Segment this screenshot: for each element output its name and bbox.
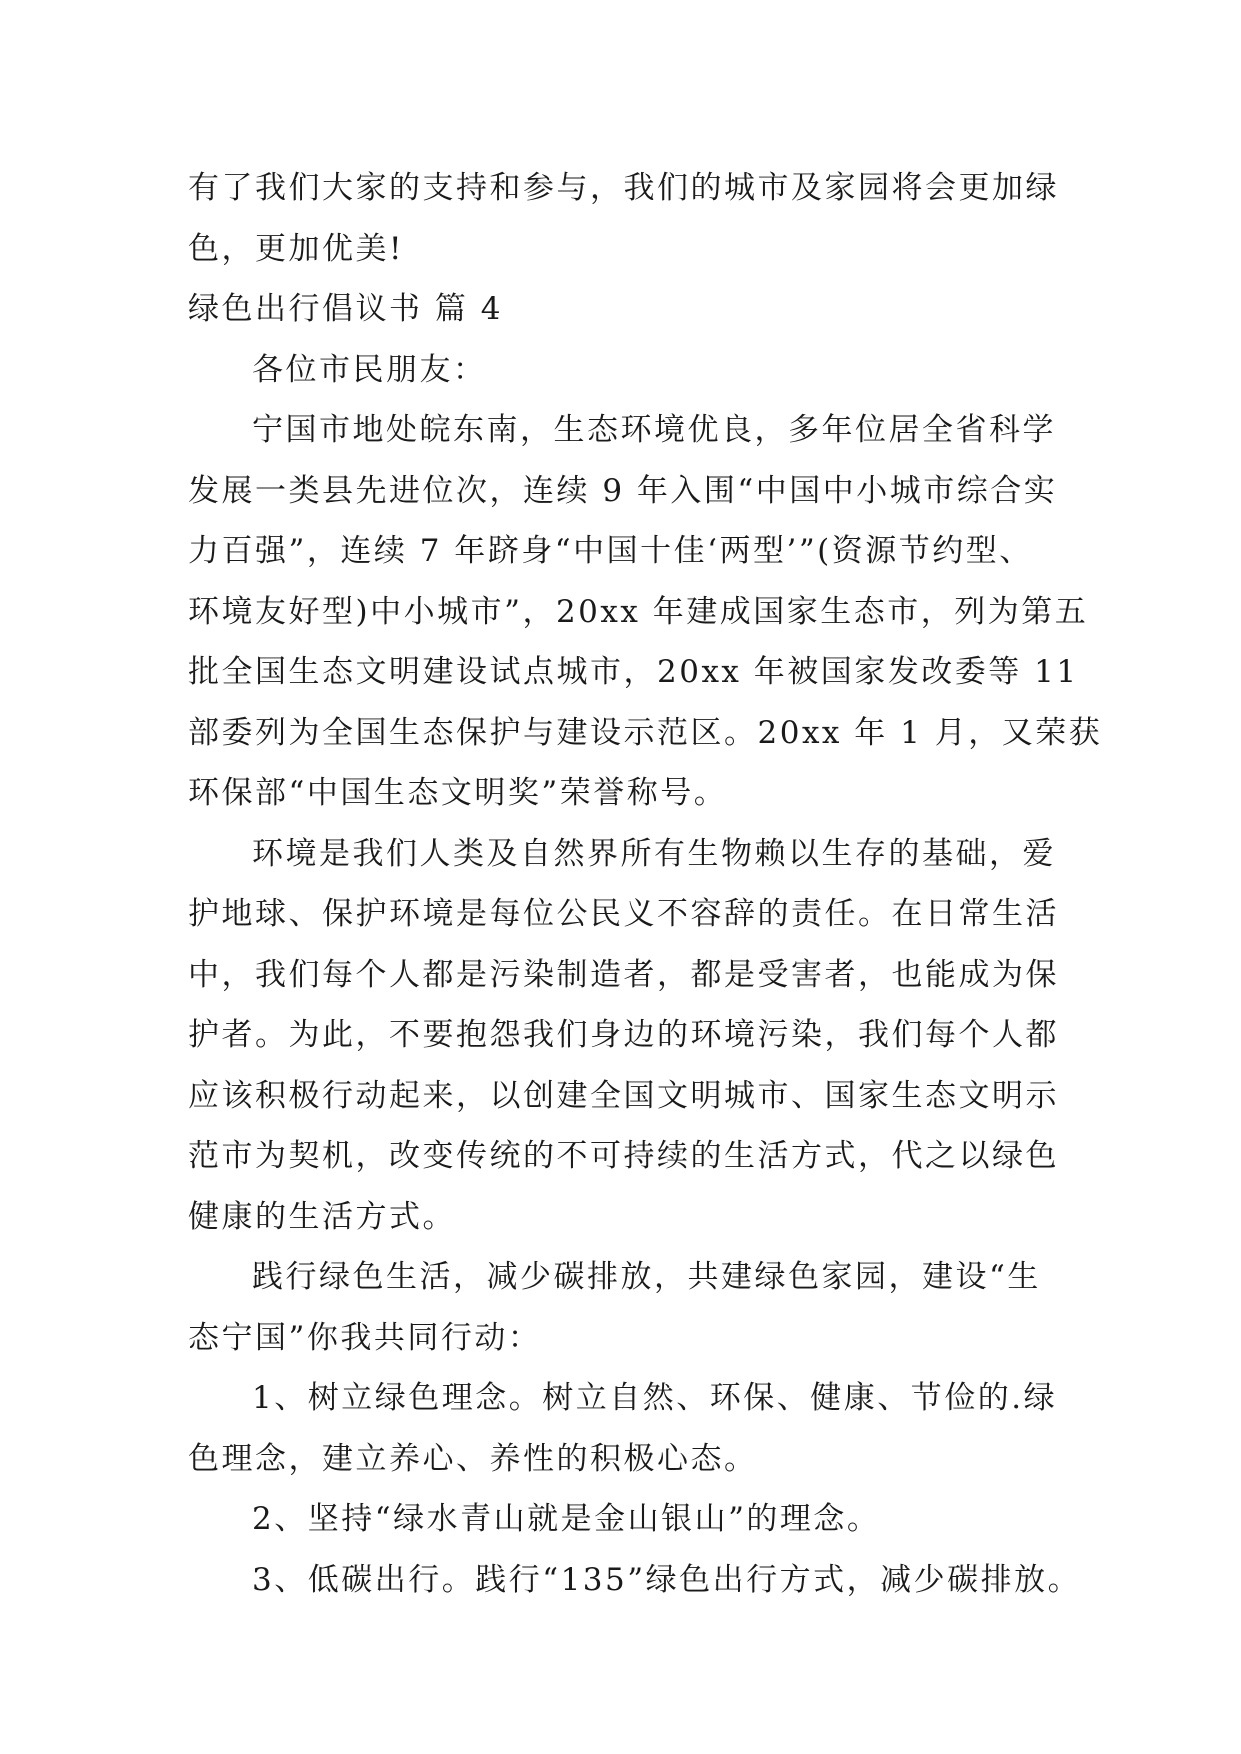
text-line: 护地球、保护环境是每位公民义不容辞的责任。在日常生活 xyxy=(188,896,1059,932)
text-line: 中，我们每个人都是污染制造者，都是受害者，也能成为保 xyxy=(188,956,1059,993)
text-line: 色，更加优美! xyxy=(188,230,404,267)
text-line: 力百强”，连续 7 年跻身“中国十佳‘两型’”(资源节约型、 xyxy=(188,533,1033,569)
salutation: 各位市民朋友： xyxy=(252,351,487,388)
text-line: 色理念，建立养心、养性的积极心态。 xyxy=(188,1440,758,1477)
section-heading: 绿色出行倡议书 篇 4 xyxy=(188,291,503,327)
text-line: 发展一类县先进位次，连续 9 年入围“中国中小城市综合实 xyxy=(188,472,1058,509)
text-line: 宁国市地处皖东南，生态环境优良，多年位居全省科学 xyxy=(252,412,1056,448)
text-line: 应该积极行动起来，以创建全国文明城市、国家生态文明示 xyxy=(188,1077,1059,1114)
list-item: 2、坚持“绿水青山就是金山银山”的理念。 xyxy=(252,1501,881,1537)
text-line: 健康的生活方式。 xyxy=(188,1198,456,1235)
list-item: 3、低碳出行。践行“135”绿色出行方式，减少碳排放。 xyxy=(252,1561,1082,1598)
text-line: 践行绿色生活，减少碳排放，共建绿色家园，建设“生 xyxy=(252,1259,1041,1295)
text-line: 有了我们大家的支持和参与，我们的城市及家园将会更加绿 xyxy=(188,170,1059,206)
text-line: 态宁国”你我共同行动： xyxy=(188,1319,542,1356)
text-line: 环保部“中国生态文明奖”荣誉称号。 xyxy=(188,775,728,811)
text-line: 范市为契机，改变传统的不可持续的生活方式，代之以绿色 xyxy=(188,1138,1059,1174)
text-line: 批全国生态文明建设试点城市，20xx 年被国家发改委等 11 xyxy=(188,654,1079,690)
text-line: 护者。为此，不要抱怨我们身边的环境污染，我们每个人都 xyxy=(188,1017,1059,1053)
text-line: 环境是我们人类及自然界所有生物赖以生存的基础，爱 xyxy=(252,835,1056,872)
text-line: 部委列为全国生态保护与建设示范区。20xx 年 1 月，又荣获 xyxy=(188,714,1103,751)
list-item: 1、树立绿色理念。树立自然、环保、健康、节俭的.绿 xyxy=(252,1380,1058,1416)
document-body xyxy=(188,158,1103,1610)
text-line: 环境友好型)中小城市”，20xx 年建成国家生态市，列为第五 xyxy=(188,593,1089,630)
